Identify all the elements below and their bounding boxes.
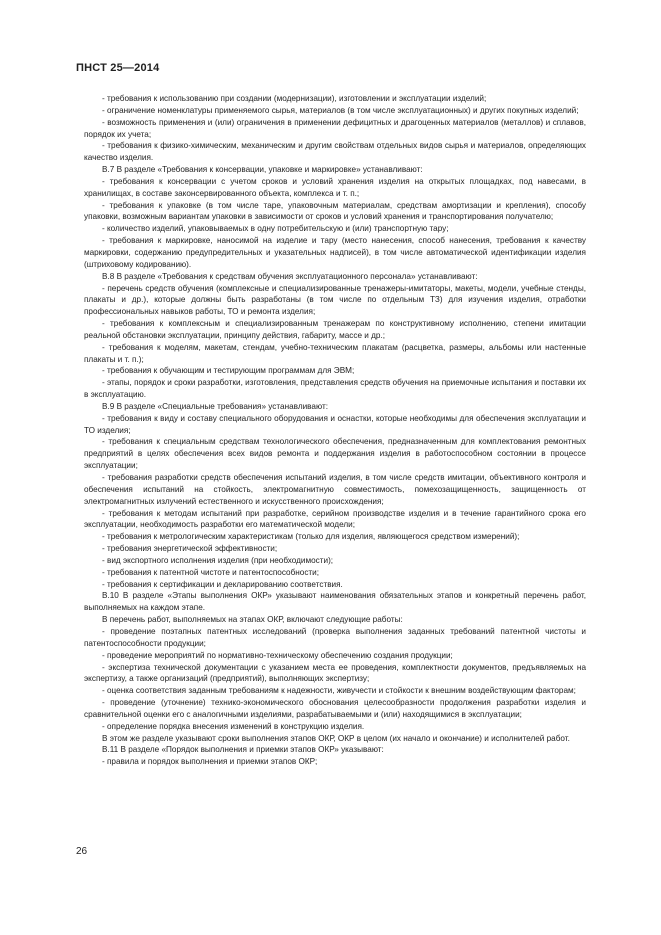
paragraph: - требования к упаковке (в том числе таре, упаковочным материалам, средствам амортизации и крепления), способу упаковки, возможным вариантам упаковки в зависимости от сроков и условий хранения и транспортирования получателю; bbox=[84, 200, 586, 222]
paragraph: - требования к виду и составу специального оборудования и оснастки, которые необходимы для обеспечения эксплуатации и ТО изделия; bbox=[84, 413, 586, 435]
paragraph: - оценка соответствия заданным требованиям к надежности, живучести и стойкости к внешним воздействующим факторам; bbox=[102, 686, 576, 696]
paragraph: - возможность применения и (или) ограничения в применении дефицитных и драгоценных материалов (металлов) и сплавов, порядок их учета; bbox=[84, 117, 586, 139]
paragraph: - требования к специальным средствам технологического обеспечения, предназначенным для комплектования ремонтных предприятий в целях обеспечения всех видов ремонта и поддержания изделия в работоспособном состоянии в процессе эксплуатации; bbox=[84, 437, 586, 471]
paragraph: В.10 В разделе «Этапы выполнения ОКР» указывают наименования обязательных этапов и конкретный перечень работ, выполняемых на каждом этапе. bbox=[84, 591, 586, 613]
paragraph: - требования к патентной чистоте и патентоспособности; bbox=[102, 567, 320, 577]
paragraph: - требования к обучающим и тестирующим программам для ЭВМ; bbox=[102, 366, 355, 376]
paragraph: - проведение мероприятий по нормативно-техническому обеспечению создания продукции; bbox=[102, 650, 453, 660]
paragraph: - количество изделий, упаковываемых в одну потребительскую и (или) транспортную тару; bbox=[102, 224, 449, 234]
paragraph: - проведение поэтапных патентных исследований (проверка выполнения заданных требований патентной чистоты и патентоспособности продукции; bbox=[84, 626, 586, 648]
paragraph: В.11 В разделе «Порядок выполнения и приемки этапов ОКР» указывают: bbox=[102, 745, 384, 755]
paragraph: - требования энергетической эффективности; bbox=[102, 544, 278, 554]
paragraph: - требования разработки средств обеспечения испытаний изделия, в том числе средств имитации, объективного контроля и обеспечения испытаний на стойкость, электромагнитную совместимость, помехозащищенность, защищенность от электромагнитных излучений естественного и искусственного происхождения; bbox=[84, 473, 586, 506]
paragraph: - экспертиза технической документации с указанием места ее проведения, комплектности документов, предъявляемых на экспертизу, а также организаций (предприятий), выполняющих экспертизу; bbox=[84, 662, 586, 684]
paragraph: В этом же разделе указывают сроки выполнения этапов ОКР, ОКР в целом (их начало и окончание) и исполнителей работ. bbox=[102, 733, 570, 743]
paragraph: - требования к сертификации и декларированию соответствия. bbox=[102, 579, 343, 589]
paragraph: - определение порядка внесения изменений в конструкцию изделия. bbox=[102, 721, 365, 731]
document-body bbox=[84, 93, 586, 768]
paragraph: В.7 В разделе «Требования к консервации, упаковке и маркировке» устанавливают: bbox=[102, 165, 423, 175]
paragraph: - вид экспортного исполнения изделия (при необходимости); bbox=[102, 555, 334, 565]
paragraph: - требования к методам испытаний при разработке, серийном производстве изделия и в течение гарантийного срока его эксплуатации, необходимость разработки его математической модели; bbox=[84, 508, 586, 530]
paragraph: - правила и порядок выполнения и приемки этапов ОКР; bbox=[102, 757, 318, 767]
paragraph: - требования к маркировке, наносимой на изделие и тару (место нанесения, способ нанесения, требования к качеству маркировки, содержанию предупредительных и указательных надписей), в том числе автоматической идентификации изделия (штриховому кодированию). bbox=[84, 236, 586, 269]
paragraph: - требования к консервации с учетом сроков и условий хранения изделия на открытых площадках, под навесами, в хранилищах, в составе законсервированного объекта, комплекса и т. п.; bbox=[84, 176, 586, 198]
paragraph: В.8 В разделе «Требования к средствам обучения эксплуатационного персонала» устанавливают: bbox=[102, 271, 478, 281]
paragraph: - требования к комплексным и специализированным тренажерам по конструктивному исполнению, степени имитации реальной обстановки эксплуатации, принципу действия, габариту, массе и др.; bbox=[84, 319, 586, 340]
document-header: ПНСТ 25—2014 bbox=[76, 62, 160, 74]
paragraph: В.9 В разделе «Специальные требования» устанавливают: bbox=[102, 401, 328, 411]
paragraph: - требования к моделям, макетам, стендам, учебно-техническим плакатам (расцветка, размеры, альбомы или настенные плакаты и т. п.); bbox=[84, 342, 586, 364]
paragraph: - этапы, порядок и сроки разработки, изготовления, представления средств обучения на приемочные испытания и поставки их в эксплуатацию. bbox=[84, 378, 586, 400]
paragraph: - требования к физико-химическим, механическим и другим свойствам отдельных видов сырья и материалов, определяющих качество изделия. bbox=[84, 141, 586, 163]
paragraph: В перечень работ, выполняемых на этапах ОКР, включают следующие работы: bbox=[102, 615, 403, 625]
paragraph: - проведение (уточнение) технико-экономического обоснования целесообразности продолжения разработки изделия и сравнительной оценки его с аналогичными изделиями, разрабатываемыми и (или) находящимися в эксплуатации; bbox=[84, 698, 586, 719]
paragraph: - требования к использованию при создании (модернизации), изготовлении и эксплуатации изделий; bbox=[102, 94, 487, 103]
paragraph: - перечень средств обучения (комплексные и специализированные тренажеры-имитаторы, макеты, модели, учебные стенды, плакаты и др.), которые должны быть разработаны (в том числе по отдельным ТЗ) для изучения изделия, отработки профессиональных навыков работы, ТО и ремонта изделия; bbox=[84, 283, 586, 317]
paragraph: - требования к метрологическим характеристикам (только для изделия, являющегося средством измерений); bbox=[102, 532, 520, 542]
paragraph: - ограничение номенклатуры применяемого сырья, материалов (в том числе эксплуатационных) и других покупных изделий; bbox=[102, 105, 579, 115]
page-number: 26 bbox=[76, 846, 88, 857]
